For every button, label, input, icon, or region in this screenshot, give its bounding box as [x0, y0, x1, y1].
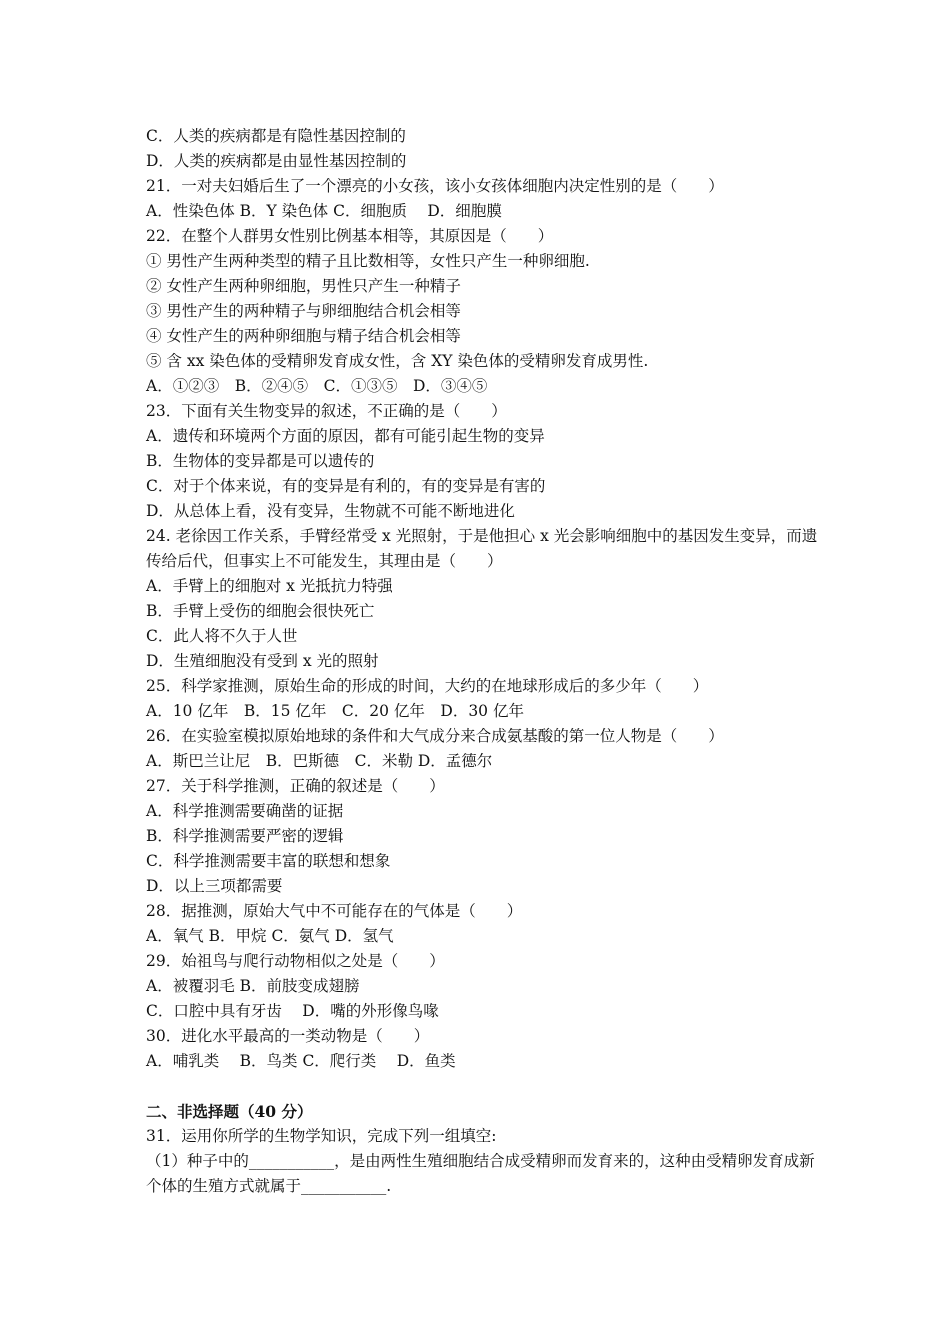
question-block-1	[146, 124, 826, 524]
question-22-statement-5: ⑤ 含 xx 染色体的受精卵发育成女性，含 XY 染色体的受精卵发育成男性.	[146, 352, 649, 370]
option-c-q20: C．人类的疾病都是有隐性基因控制的	[146, 127, 406, 145]
question-22-statement-4: ④ 女性产生的两种卵细胞与精子结合机会相等	[146, 327, 461, 345]
question-25-options: A．10 亿年 B．15 亿年 C．20 亿年 D．30 亿年	[146, 702, 524, 720]
question-24-stem: 24. 老徐因工作关系，手臂经常受 x 光照射，于是他担心 x 光会影响细胞中的基因发生变异，而遗传给后代，但事实上不可能发生，其理由是（ ）	[146, 527, 818, 570]
question-22-stem: 22．在整个人群男女性别比例基本相等，其原因是（ ）	[146, 227, 554, 245]
question-24-option-a: A．手臂上的细胞对 x 光抵抗力特强	[146, 577, 393, 595]
question-28-options: A．氧气 B．甲烷 C．氨气 D．氢气	[146, 927, 394, 945]
question-27-option-b: B．科学推测需要严密的逻辑	[146, 827, 344, 845]
question-23-stem: 23．下面有关生物变异的叙述，不正确的是（ ）	[146, 402, 507, 420]
question-24-option-c: C．此人将不久于人世	[146, 627, 298, 645]
question-block-2	[146, 574, 826, 1074]
exam-content	[146, 124, 826, 1199]
question-29-options-cd: C．口腔中具有牙齿 D．嘴的外形像鸟喙	[146, 1002, 439, 1020]
question-29-options-ab: A．被覆羽毛 B．前肢变成翅膀	[146, 977, 360, 995]
question-22-statement-3: ③ 男性产生的两种精子与卵细胞结合机会相等	[146, 302, 461, 320]
question-26-options: A．斯巴兰让尼 B．巴斯德 C．米勒 D．孟德尔	[146, 752, 493, 770]
question-22-options: A．①②③ B．②④⑤ C．①③⑤ D．③④⑤	[146, 377, 488, 395]
question-23-option-d: D．从总体上看，没有变异，生物就不可能不断地进化	[146, 502, 515, 520]
question-27-option-c: C．科学推测需要丰富的联想和想象	[146, 852, 391, 870]
question-25-stem: 25．科学家推测，原始生命的形成的时间，大约的在地球形成后的多少年（ ）	[146, 677, 709, 695]
question-31-stem: 31．运用你所学的生物学知识，完成下列一组填空:	[146, 1127, 497, 1145]
question-30-stem: 30．进化水平最高的一类动物是（ ）	[146, 1027, 430, 1045]
question-27-option-d: D．以上三项都需要	[146, 877, 283, 895]
question-24-option-d: D．生殖细胞没有受到 x 光的照射	[146, 652, 379, 670]
question-27-option-a: A．科学推测需要确凿的证据	[146, 802, 344, 820]
question-30-options: A．哺乳类 B．鸟类 C．爬行类 D．鱼类	[146, 1052, 456, 1070]
question-22-statement-2: ② 女性产生两种卵细胞，男性只产生一种精子	[146, 277, 461, 295]
question-23-option-a: A．遗传和环境两个方面的原因，都有可能引起生物的变异	[146, 427, 545, 445]
question-24-option-b: B．手臂上受伤的细胞会很快死亡	[146, 602, 375, 620]
question-23-option-c: C．对于个体来说，有的变异是有利的，有的变异是有害的	[146, 477, 546, 495]
section-spacer	[146, 1074, 826, 1099]
section-2-title: 二、非选择题（40 分）	[146, 1102, 313, 1121]
question-22-statement-1: ① 男性产生两种类型的精子且比数相等，女性只产生一种卵细胞.	[146, 252, 590, 270]
question-26-stem: 26．在实验室模拟原始地球的条件和大气成分来合成氨基酸的第一位人物是（ ）	[146, 727, 724, 745]
question-27-stem: 27．关于科学推测，正确的叙述是（ ）	[146, 777, 445, 795]
question-21-stem: 21．一对夫妇婚后生了一个漂亮的小女孩，该小女孩体细胞内决定性别的是（ ）	[146, 177, 724, 195]
question-29-stem: 29．始祖鸟与爬行动物相似之处是（ ）	[146, 952, 445, 970]
question-28-stem: 28．据推测，原始大气中不可能存在的气体是（ ）	[146, 902, 523, 920]
question-31-part-1: （1）种子中的___________，是由两性生殖细胞结合成受精卵而发育来的，这种由受精卵发育成新个体的生殖方式就属于___________.	[146, 1152, 815, 1195]
question-23-option-b: B．生物体的变异都是可以遗传的	[146, 452, 375, 470]
question-21-options: A．性染色体 B．Y 染色体 C．细胞质 D．细胞膜	[146, 202, 502, 220]
option-d-q20: D．人类的疾病都是由显性基因控制的	[146, 152, 407, 170]
